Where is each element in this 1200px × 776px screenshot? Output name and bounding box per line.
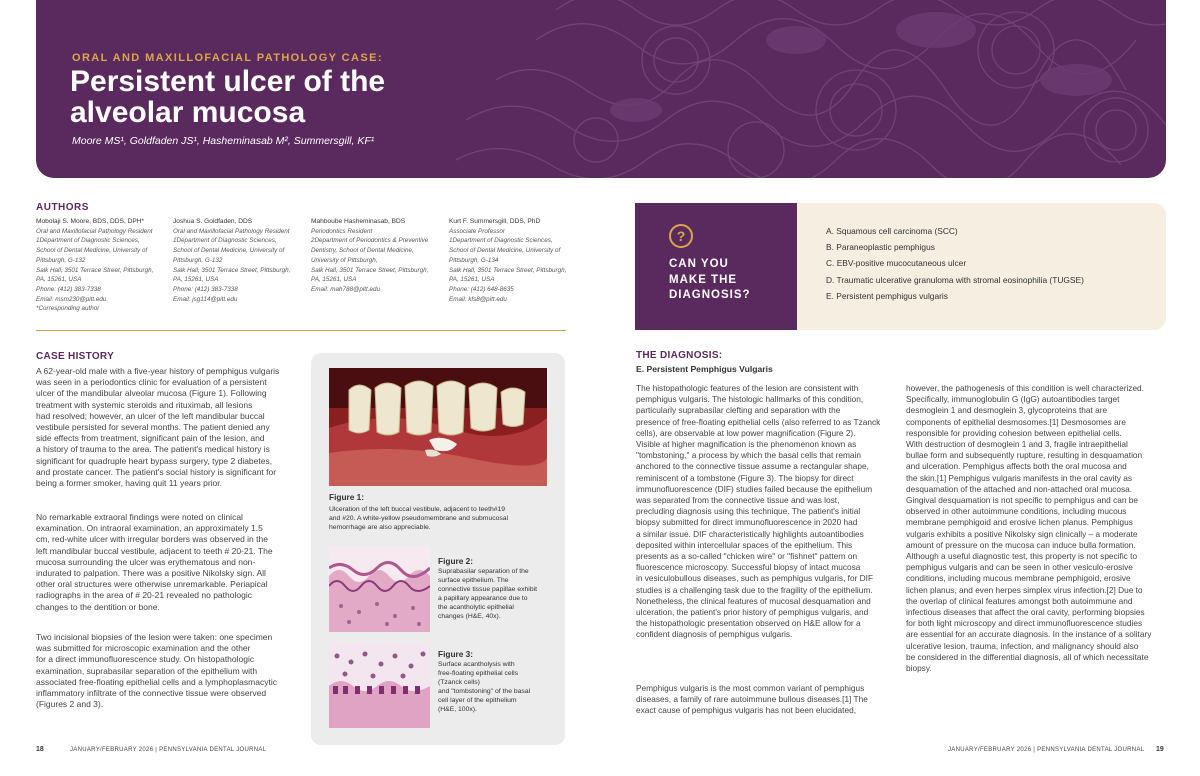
text-line: ulcer of the mandibular alveolar mucosa (Figure 1). Following <box>36 388 267 399</box>
text-line: Ulceration of the left buccal vestibule, adjacent to teeth#19 <box>329 506 506 513</box>
text-line: the overlap of clinical features amongst both autoimmune and <box>906 595 1133 606</box>
text-line: radiographs in the area of # 20-21 revealed no pathologic <box>36 590 252 601</box>
text-line: be considered in the differential diagnosis, all of which necessitate <box>906 651 1149 662</box>
author-detail: Oral and Maxillofacial Pathology Resident <box>173 227 290 235</box>
text-line: anchored to the connective tissue assume a rectangular shape, <box>636 461 869 472</box>
figure-2-caption <box>438 567 556 621</box>
text-line: amount of pressure on the mucosa can induce bulla formation. <box>906 539 1136 550</box>
figure-1-title: Figure 1: <box>329 492 365 502</box>
text-line: for both light microscopy and direct immunofluorescence studies <box>906 618 1143 629</box>
text-line: associated free-floating epithelial cells and a lymphoplasmacytic <box>36 676 277 687</box>
text-line: other oral structures were otherwise unremarkable. Periapical <box>36 579 268 590</box>
author-detail: Periodontics Resident <box>311 227 373 235</box>
author-name: Mahboube Hasheminasab, BDS <box>311 218 406 225</box>
footer-left-text: JANUARY/FEBRUARY 2026 | PENNSYLVANIA DENTAL JOURNAL <box>70 747 267 753</box>
figure-3-title: Figure 3: <box>438 649 474 659</box>
text-line: treatment with systemic steroids and rituximab, all lesions <box>36 399 253 410</box>
text-line: pemphigus vulgaris and can be seen in other vesiculo-erosive <box>906 562 1133 573</box>
author-detail: 2Department of Periodontics & Preventive <box>311 237 429 245</box>
author-detail: *Corresponding author <box>36 305 100 313</box>
text-line: a history of trauma to the area. The patient's medical history is <box>36 444 270 455</box>
diagnosis-column-2 <box>906 383 1168 674</box>
author-detail: School of Dental Medicine, University of <box>173 247 285 255</box>
text-line: (Figures 2 and 3). <box>36 699 104 710</box>
text-line: presents as a so-called "chicken wire" or "fishnet" pattern on <box>636 551 858 562</box>
case-history-paragraph-2 <box>36 512 301 613</box>
question-icon: ? <box>669 224 693 248</box>
figure-2-title: Figure 2: <box>438 556 474 566</box>
text-line: for a direct immunofluorescence study. On histopathologic <box>36 654 255 665</box>
text-line: immunofluorescence (DIF) studies failed because the epithelium <box>636 483 873 494</box>
diagnosis-option-a: A. Squamous cell carcinoma (SCC) <box>826 226 958 236</box>
text-line: the skin.[1] Pemphigus vulgaris manifests in the oral cavity as <box>906 472 1132 483</box>
author-detail[interactable]: Email: jsg114@pitt.edu <box>173 295 238 303</box>
author-detail: Salk Hall, 3501 Terrace Street, Pittsburgh, <box>311 266 429 274</box>
text-line: hemorrhage are also appreciable. <box>329 524 431 531</box>
text-line: The histopathologic features of the lesion are consistent with <box>636 383 859 393</box>
text-line: infectious diseases that affect the oral cavity, performing biopsies <box>906 607 1145 618</box>
author-detail: PA, 15261, USA <box>449 276 495 284</box>
author-detail: Pittsburgh, G-132 <box>36 256 86 264</box>
figure-2-histology-40x <box>329 546 430 632</box>
text-line: side effects from treatment, significant pain of the lesion, and <box>36 433 265 444</box>
case-history-heading: CASE HISTORY <box>36 351 115 362</box>
text-line: indurated to palpation. There was a positive Nikolsky sign. All <box>36 568 266 579</box>
author-detail: PA, 15261, USA <box>173 276 219 284</box>
text-line: Specifically, immunoglobulin G (IgG) autoantibodies target <box>906 394 1120 405</box>
author-detail: Salk Hall, 3501 Terrace Street, Pittsburgh, <box>173 266 291 274</box>
text-line: studies is a challenging task due to the fragility of the epithelium. <box>636 584 873 595</box>
text-line: however, the pathogenesis of this condition is well characterized. <box>906 383 1144 393</box>
diagnosis-option-c: C. EBV-positive mucocutaneous ulcer <box>826 258 967 268</box>
text-line: surface epithelium. The <box>438 577 509 584</box>
text-line: examination, suprabasilar separation of the epithelium with <box>36 665 258 676</box>
author-name: Kurt F. Summersgill, DDS, PhD <box>449 218 541 225</box>
text-line: mucosa surrounding the ulcer was erythematous and non- <box>36 556 256 567</box>
text-line: deposited within intercellular spaces of the epithelium. This <box>636 539 853 550</box>
author-detail: 1Department of Diagnostic Sciences, <box>36 237 140 245</box>
author-detail: Pittsburgh, G-134 <box>449 256 499 264</box>
text-line: bullae form and subsequently rupture, resulting in desquamation <box>906 450 1143 461</box>
author-entry <box>173 217 307 304</box>
text-line: (H&E, 100x). <box>438 706 477 713</box>
header-banner <box>36 0 1166 178</box>
text-line: connective tissue papillae exhibit <box>438 586 537 593</box>
text-line: particularly suprabasilar clefting and separation with the <box>636 405 841 416</box>
text-line: desquamation of the attached and non-attached oral mucosa. <box>906 483 1133 494</box>
text-line: confident diagnosis of pemphigus vulgaris. <box>636 629 793 640</box>
text-line: and ulceration. Pemphigus affects both the oral mucosa and <box>906 461 1127 472</box>
author-detail: PA, 15261, USA <box>311 276 357 284</box>
text-line: the histopathologic presentation observed on H&E allow for a <box>636 618 861 629</box>
text-line: significant for quadruple heart bypass surgery, type 2 diabetes, <box>36 455 273 466</box>
text-line: cell layer of the epithelium <box>438 697 517 704</box>
text-line: was separated from the connective tissue and was lost, <box>636 495 840 506</box>
text-line: (Tzanck cells) <box>438 679 480 686</box>
text-line: had resolved; however, an ulcer of the left mandibular buccal <box>36 410 265 421</box>
diagnosis-subheading: E. Persistent Pemphigus Vulgaris <box>636 364 773 374</box>
text-line: ulceration, the patient's prior history of pemphigus vulgaris, and <box>636 607 869 618</box>
figure-1-caption <box>329 505 554 532</box>
text-line: Nonetheless, the clinical features of mucosal desquamation and <box>636 595 871 606</box>
author-detail: Salk Hall, 3501 Terrace Street, Pittsburgh, <box>449 266 567 274</box>
figure-3-histology-100x <box>329 642 430 728</box>
text-line: the acantholytic epithelial <box>438 604 514 611</box>
diagnosis-column-1-paragraph-2 <box>636 683 896 717</box>
author-name: Joshua S. Goldfaden, DDS <box>173 218 253 225</box>
text-line: and #20. A white-yellow pseudomembrane and submucosal <box>329 515 509 522</box>
author-detail: Salk Hall, 3501 Terrace Street, Pittsburgh, <box>36 266 154 274</box>
text-line: lichen planus, and even herpes simplex virus infection.[2] Due to <box>906 584 1143 595</box>
diagnosis-option-e: E. Persistent pemphigus vulgaris <box>826 291 948 301</box>
author-detail: 1Department of Diagnostic Sciences, <box>449 237 553 245</box>
article-byline: Moore MS¹, Goldfaden JS¹, Hasheminasab M², Summersgill, KF¹ <box>72 135 375 147</box>
text-line: Visible at higher magnification is the phenomenon known as <box>636 439 857 450</box>
authors-heading: AUTHORS <box>36 202 89 213</box>
text-line: responsible for providing cohesion between epithelial cells. <box>906 427 1122 438</box>
authors-divider <box>36 330 566 331</box>
text-line: exact cause of pemphigus vulgaris has not been elucidated, <box>636 705 857 716</box>
diagnosis-option-d: D. Traumatic ulcerative granuloma with stromal eosinophilia (TUGSE) <box>826 275 1084 285</box>
author-detail: Phone: (412) 383-7338 <box>173 285 238 293</box>
author-detail[interactable]: Email: kfs8@pitt.edu <box>449 295 507 303</box>
figure-1-clinical-photo <box>329 368 547 486</box>
text-line: "tombstoning," a process by which the basal cells that remain <box>636 450 861 461</box>
text-line: left mandibular buccal vestibule, adjacent to teeth # 20-21. The <box>36 545 273 556</box>
author-detail: University of Pittsburgh, <box>311 256 378 264</box>
author-detail: School of Dental Medicine, University of <box>449 247 561 255</box>
text-line: A 62-year-old male with a five-year history of pemphigus vulgaris <box>36 366 280 376</box>
author-detail[interactable]: Email: msm230@pitt.edu <box>36 295 107 303</box>
diagnosis-heading: THE DIAGNOSIS: <box>636 350 723 361</box>
text-line: cells), are observable at low power magnification (Figure 2). <box>636 427 856 438</box>
author-detail: Phone: (412) 383-7338 <box>36 285 101 293</box>
diagnosis-question: CAN YOU MAKE THE DIAGNOSIS? <box>669 258 751 301</box>
text-line: conditions, including mucous membrane pemphigoid, erosive <box>906 573 1131 584</box>
text-line: Although a useful diagnostic test, this property is not specific to <box>906 551 1138 562</box>
case-history-paragraph-3 <box>36 632 301 710</box>
text-line: free-floating epithelial cells <box>438 670 519 677</box>
text-line: Gingival desquamation is not specific to pemphigus and can be <box>906 495 1138 506</box>
author-detail: Oral and Maxillofacial Pathology Resident <box>36 227 153 235</box>
author-detail: Associate Professor <box>449 227 505 235</box>
text-line: Suprabasilar separation of the <box>438 568 529 575</box>
text-line: and "tombstoning" of the basal <box>438 688 531 695</box>
author-name: Mobolaji S. Moore, BDS, DDS, DPH* <box>36 218 145 225</box>
text-line: cm, red-white ulcer with irregular borders was observed in the <box>36 534 268 545</box>
text-line: Surface acantholysis with <box>438 661 515 668</box>
author-detail[interactable]: Email: mah788@pitt.edu <box>311 285 381 293</box>
text-line: and prostate cancer. The patient's social history is significant for <box>36 466 277 477</box>
text-line: precluding diagnosis using this technique. The patient's initial <box>636 506 861 517</box>
text-line: vestibule persisted for several months. The patient denied any <box>36 422 270 433</box>
text-line: presence of free-floating epithelial cells (also referred to as Tzanck <box>636 416 881 427</box>
text-line: biopsy submitted for direct immunofluorescence in 2020 had <box>636 517 858 528</box>
text-line: desmoglein 1 and desmoglein 3, glycoproteins that are <box>906 405 1108 416</box>
author-entry <box>36 217 170 314</box>
text-line: changes (H&E, 40x). <box>438 613 501 620</box>
text-line: examination. On intraoral examination, an approximately 1.5 <box>36 523 263 534</box>
text-line: in vesiculobullous diseases, such as pemphigus vulgaris, for DIF <box>636 573 874 584</box>
author-detail: PA, 15261, USA <box>36 276 82 284</box>
author-entry <box>449 217 583 304</box>
author-detail: 1Department of Diagnostic Sciences, <box>173 237 277 245</box>
diagnosis-column-1-paragraph-1 <box>636 383 896 641</box>
case-history-paragraph-1 <box>36 366 301 489</box>
text-line: reminiscent of a tombstone (Figure 3). The biopsy for direct <box>636 472 854 483</box>
text-line: ulcerative lesion, trauma, infection, and malignancy should also <box>906 640 1139 651</box>
text-line: fluorescence microscopy. Successful biopsy of intact mucosa <box>636 562 861 573</box>
text-line: was submitted for microscopic examination and the other <box>36 643 251 654</box>
text-line: inflammatory infiltrate of the connective tissue were observed <box>36 688 267 699</box>
author-detail: School of Dental Medicine, University of <box>36 247 148 255</box>
diagnosis-option-b: B. Paraneoplastic pemphigus <box>826 242 935 252</box>
text-line: vulgaris exhibits a positive Nikolsky sign clinically – a moderate <box>906 528 1138 539</box>
figure-3-caption <box>438 660 556 714</box>
text-line: Two incisional biopsies of the lesion were taken: one specimen <box>36 632 273 642</box>
text-line: diseases, a family of rare autoimmune bullous diseases.[1] The <box>636 694 868 705</box>
text-line: biopsy. <box>906 663 932 674</box>
text-line: With destruction of desmoglein 1 and 3, fragile intraepithelial <box>906 439 1128 450</box>
text-line: pemphigus vulgaris. The histologic hallmarks of this condition, <box>636 394 864 405</box>
text-line: being a former smoker, having quit 11 years prior. <box>36 478 222 489</box>
author-detail: Pittsburgh, G-132 <box>173 256 223 264</box>
text-line: was seen in a periodontics clinic for evaluation of a persistent <box>36 377 267 388</box>
text-line: a papillary appearance due to <box>438 595 528 602</box>
article-title: Persistent ulcer of the alveolar mucosa <box>70 65 386 129</box>
footer-right-text: JANUARY/FEBRUARY 2026 | PENNSYLVANIA DENTAL JOURNAL <box>948 747 1145 753</box>
text-line: changes to the dentition or bone. <box>36 601 160 612</box>
text-line: components of epithelial desmosomes.[1] Desmosomes are <box>906 416 1126 427</box>
text-line: a similar issue. DIF characteristically highlights autoantibodies <box>636 528 864 539</box>
author-entry <box>311 217 445 295</box>
text-line: Pemphigus vulgaris is the most common variant of pemphigus <box>636 683 865 693</box>
author-detail: Dentistry, School of Dental Medicine, <box>311 247 414 255</box>
section-kicker: ORAL AND MAXILLOFACIAL PATHOLOGY CASE: <box>72 52 383 64</box>
text-line: observed in other autoimmune conditions, including mucous <box>906 506 1127 517</box>
author-detail: Phone: (412) 648-8635 <box>449 285 514 293</box>
text-line: membrane pemphigoid and erosive lichen planus. Pemphigus <box>906 517 1133 528</box>
page-number-right: 19 <box>1156 746 1164 753</box>
page-number-left: 18 <box>36 746 44 753</box>
text-line: No remarkable extraoral findings were noted on clinical <box>36 512 243 522</box>
text-line: are essential for an accurate diagnosis. In the instance of a solitary <box>906 629 1152 640</box>
